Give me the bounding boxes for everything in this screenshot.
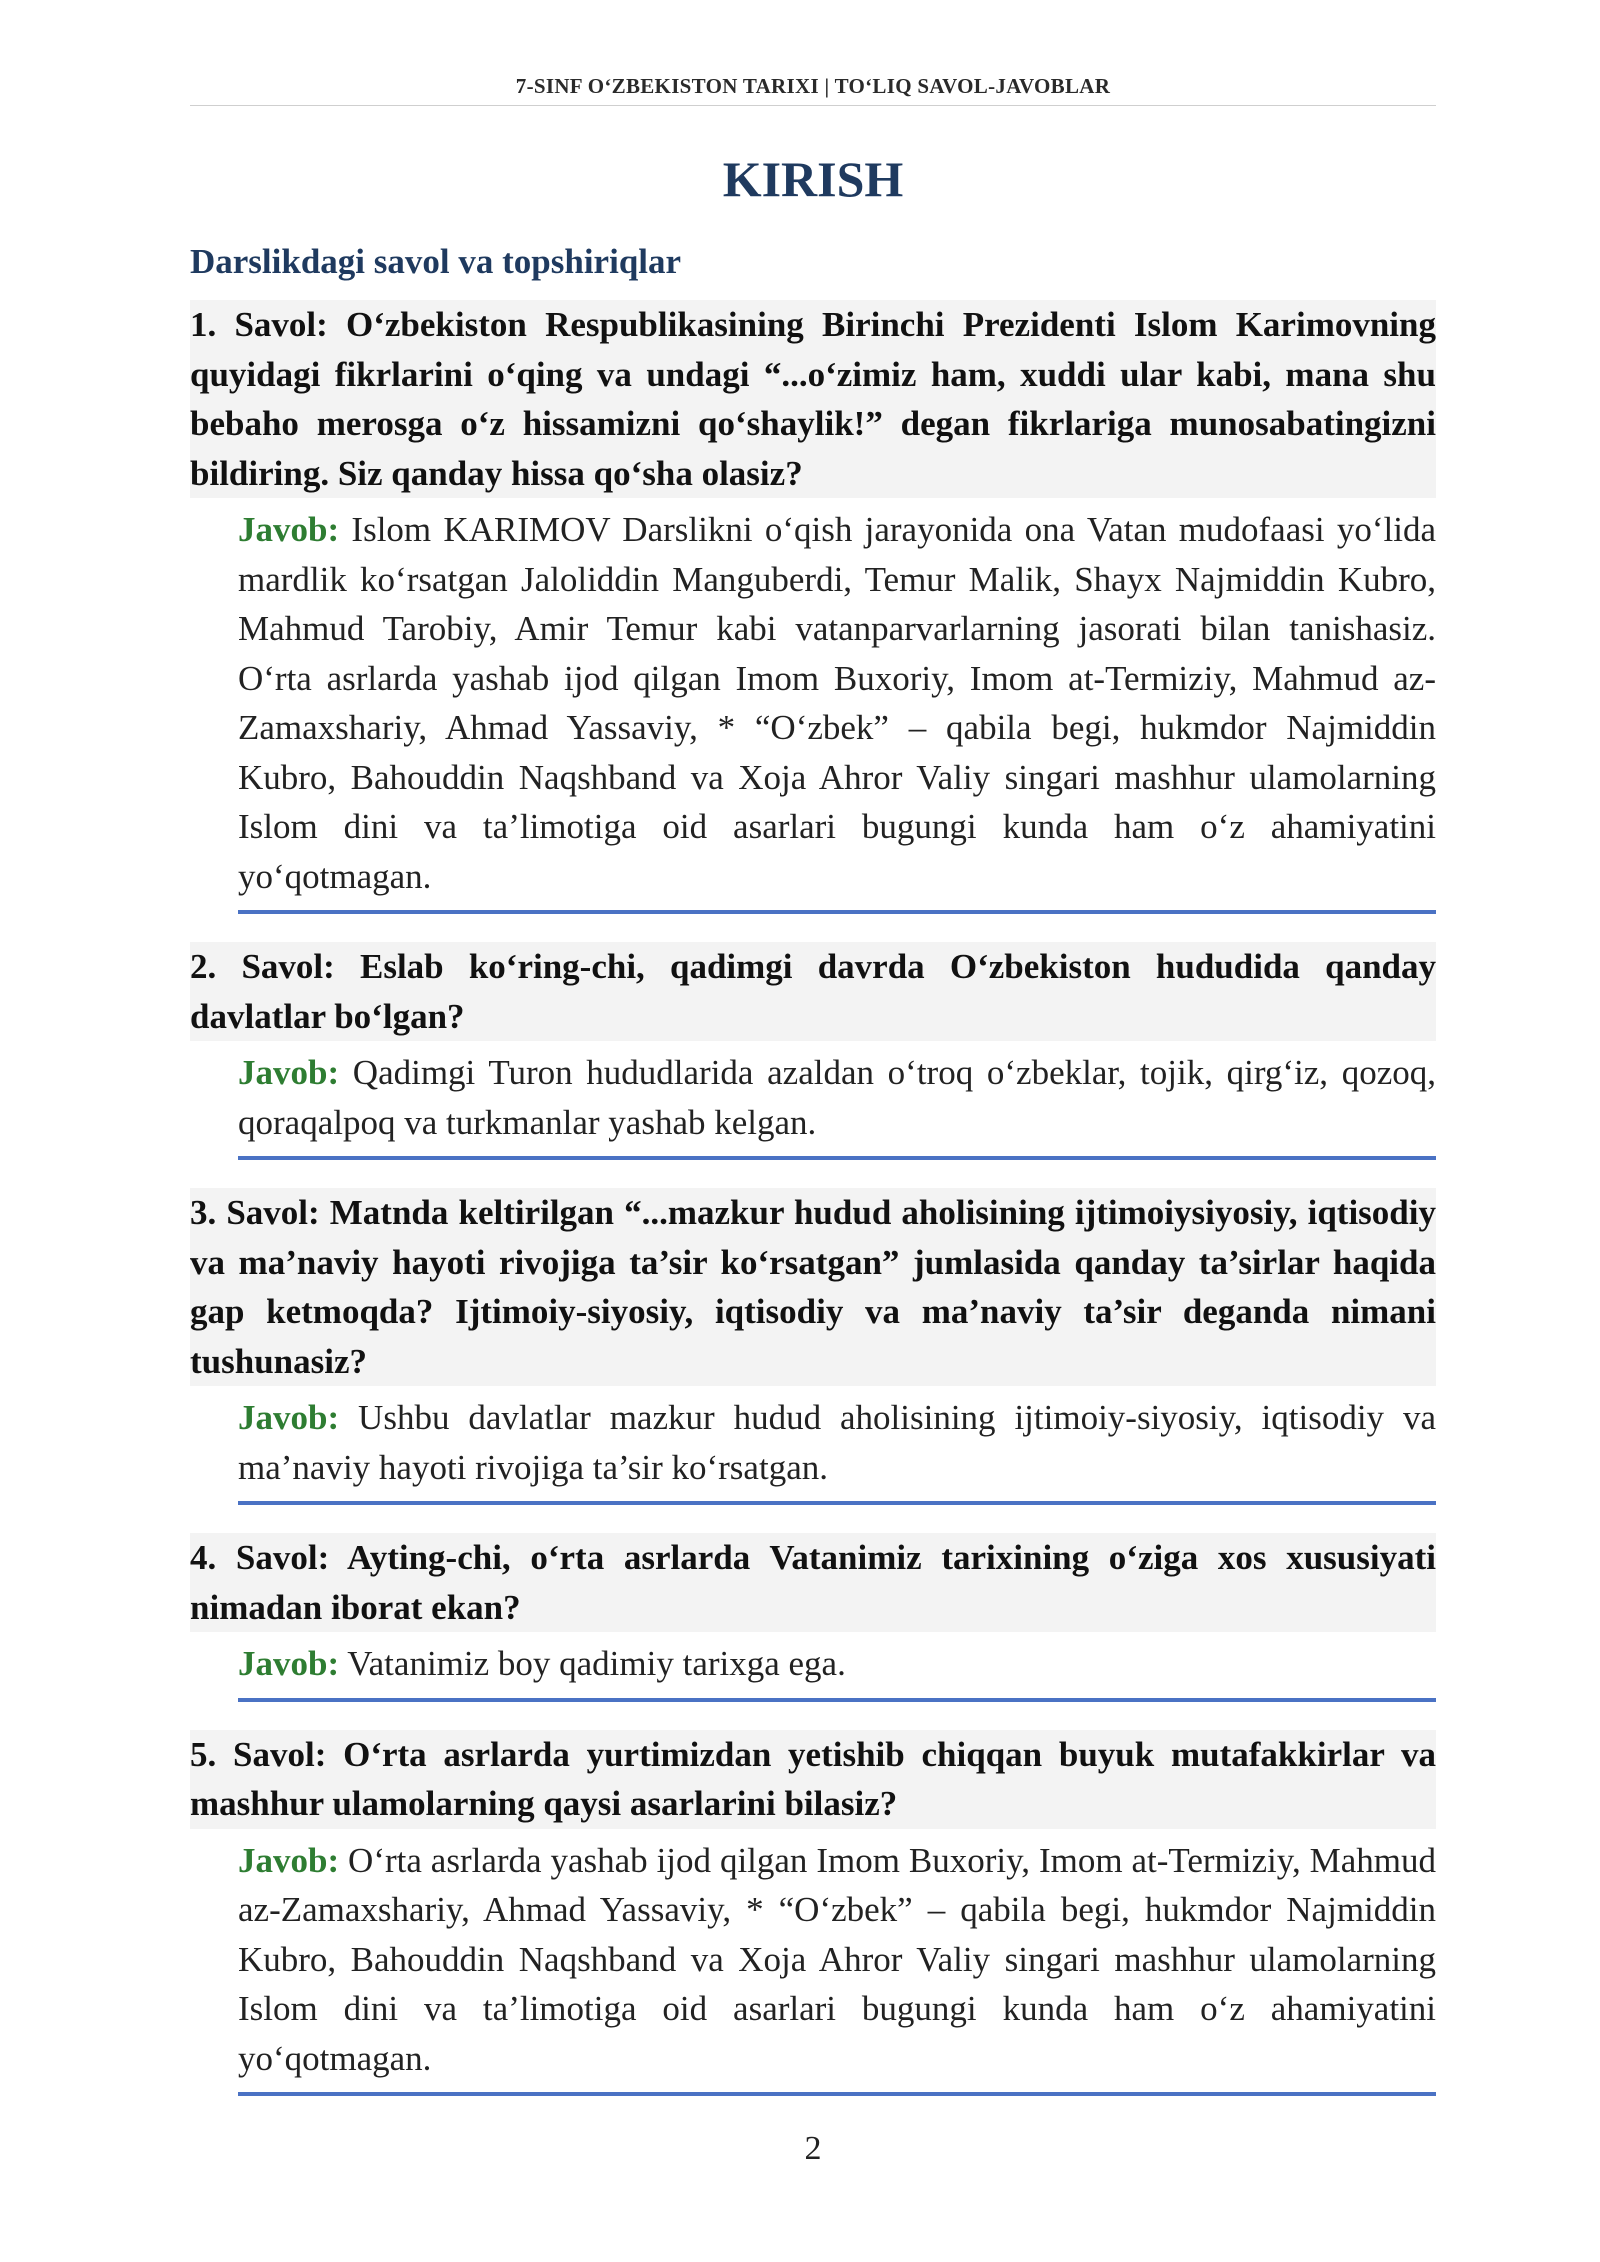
question-text: 3. Savol: Matnda keltirilgan “...mazkur hudud aholisining ijtimoiysiyosiy, iqtisodiy va ma’naviy hayoti rivojiga ta’sir ko‘rsatgan” jumlasida qanday ta’sirlar haqida gap ketmoqda? Ijtimoiy-siyosiy, iqtisodiy va ma’naviy ta’sir deganda nimani tushunasiz? — [190, 1188, 1436, 1386]
section-subtitle: Darslikdagi savol va topshiriqlar — [190, 242, 682, 281]
answer-label: Javob: — [238, 1398, 340, 1437]
answer-label: Javob: — [238, 1053, 340, 1092]
answer-text: O‘rta asrlarda yashab ijod qilgan Imom Buxoriy, Imom at-Termiziy, Mahmud az-Zamaxshariy, Ahmad Yassaviy, * “O‘zbek” – qabila begi, hukmdor Najmiddin Kubro, Bahouddin Naqshband va Xoja Ahror Valiy singari mashhur ulamolarning Islom dini va ta’limotiga oid asarlari bugungi kunda ham o‘z ahamiyatini yo‘qotmagan. — [238, 1840, 1436, 2078]
answer-label: Javob: — [238, 1840, 340, 1880]
answer-text: Ushbu davlatlar mazkur hudud aholisining ijtimoiy-siyosiy, iqtisodiy va ma’naviy hayoti rivojiga ta’sir ko‘rsatgan. — [238, 1398, 1437, 1487]
answer-block — [238, 505, 1436, 914]
qa-item — [190, 1188, 1436, 1505]
answer-label: Javob: — [238, 1644, 340, 1683]
question-text: 1. Savol: O‘zbekiston Respublikasining Birinchi Prezidenti Islom Karimovning quyidagi fikrlarini o‘qing va undagi “...o‘zimiz ham, xuddi ular kabi, mana shu bebaho merosga o‘z hissamizni qo‘shaylik!” degan fikrlariga munosabatingizni bildiring. Siz qanday hissa qo‘sha olasiz? — [190, 300, 1436, 498]
answer-text: Islom KARIMOV Darslikni o‘qish jarayonida ona Vatan mudofaasi yo‘lida mardlik ko‘rsatgan Jaloliddin Manguberdi, Temur Malik, Shayx Najmiddin Kubro, Mahmud Tarobiy, Amir Temur kabi vatanparvarlarning jasorati bilan tanishasiz. O‘rta asrlarda yashab ijod qilgan Imom Buxoriy, Imom at-Termiziy, Mahmud az-Zamaxshariy, Ahmad Yassaviy, * “O‘zbek” – qabila begi, hukmdor Najmiddin Kubro, Bahouddin Naqshband va Xoja Ahror Valiy singari mashhur ulamolarning Islom dini va ta’limotiga oid asarlari bugungi kunda ham o‘z ahamiyatini yo‘qotmagan. — [238, 510, 1437, 896]
answer-block — [238, 1639, 1436, 1702]
qa-item — [190, 1533, 1436, 1702]
question-text: 2. Savol: Eslab ko‘ring-chi, qadimgi davrda O‘zbekiston hududida qanday davlatlar bo‘lgan? — [190, 942, 1436, 1041]
running-header: 7-SINF O‘ZBEKISTON TARIXI | TO‘LIQ SAVOL-JAVOBLAR — [190, 74, 1436, 106]
qa-item — [190, 300, 1436, 914]
page-title: KIRISH — [722, 151, 904, 207]
qa-item — [190, 1730, 1436, 2097]
answer-block — [238, 1048, 1436, 1160]
answer-label: Javob: — [238, 510, 340, 549]
answer-block — [238, 1836, 1436, 2097]
qa-item — [190, 942, 1436, 1160]
question-text: 4. Savol: Ayting-chi, o‘rta asrlarda Vatanimiz tarixining o‘ziga xos xususiyati nimadan iborat ekan? — [190, 1533, 1436, 1632]
answer-text: Vatanimiz boy qadimiy tarixga ega. — [347, 1644, 846, 1683]
qa-list — [190, 300, 1436, 2124]
question-text: 5. Savol: O‘rta asrlarda yurtimizdan yetishib chiqqan buyuk mutafakkirlar va mashhur ulamolarning qaysi asarlarini bilasiz? — [190, 1730, 1436, 1829]
answer-block — [238, 1393, 1436, 1505]
answer-text: Qadimgi Turon hududlarida azaldan o‘troq o‘zbeklar, tojik, qirg‘iz, qozoq, qoraqalpoq va turkmanlar yashab kelgan. — [238, 1053, 1436, 1142]
page-number: 2 — [804, 2130, 822, 2167]
